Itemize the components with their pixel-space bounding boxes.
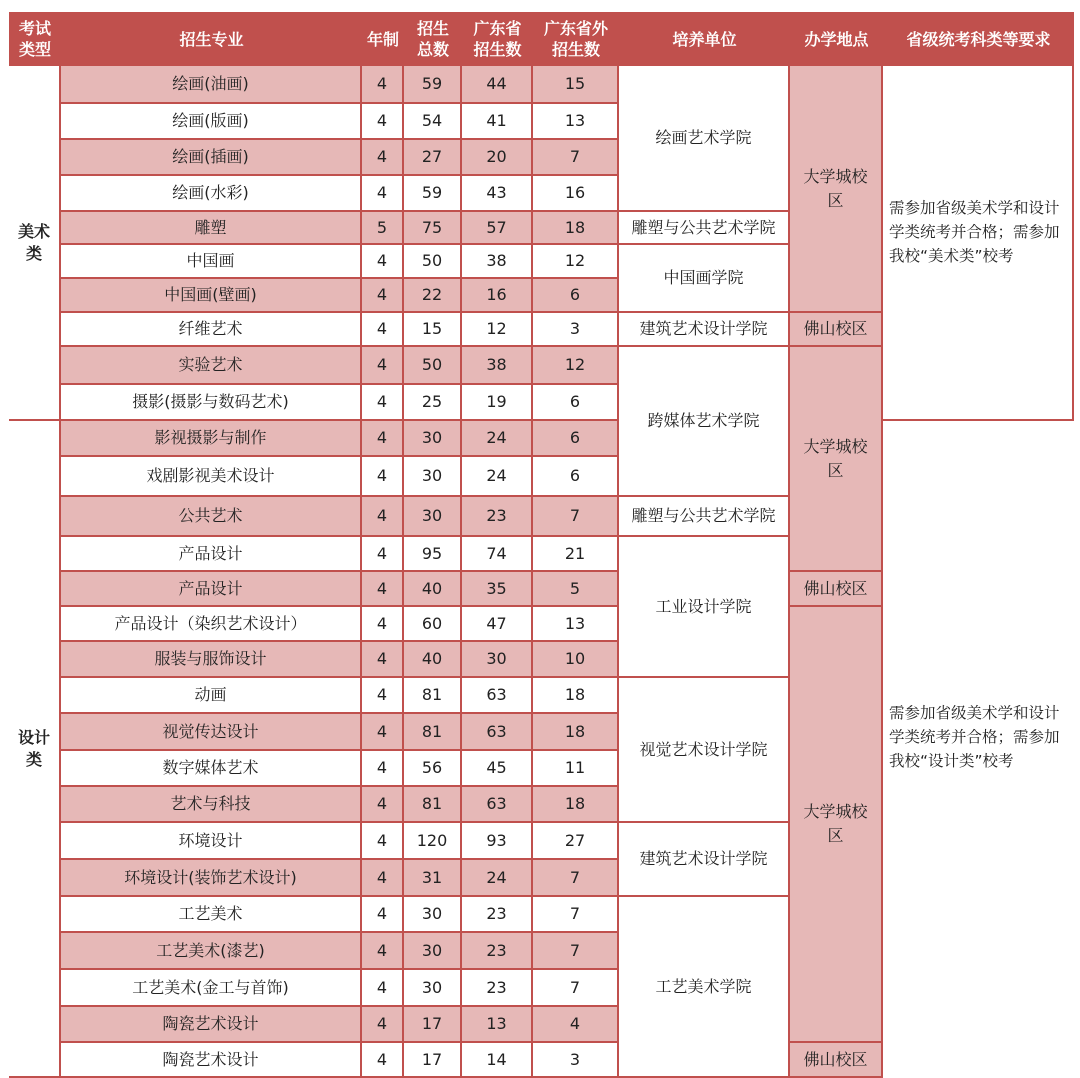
college-cell: 绘画艺术学院 [619, 66, 790, 212]
non-gd-count-cell: 7 [533, 497, 619, 537]
years-cell: 4 [362, 1007, 404, 1043]
years-cell: 4 [362, 823, 404, 860]
years-cell: 4 [362, 140, 404, 176]
header-requirement: 省级统考科类等要求 [883, 12, 1074, 66]
major-cell: 戏剧影视美术设计 [61, 457, 362, 497]
total-cell: 50 [404, 347, 462, 385]
years-cell: 4 [362, 751, 404, 787]
major-cell: 环境设计(装饰艺术设计) [61, 860, 362, 897]
years-cell: 4 [362, 279, 404, 313]
requirement-note-fine-art: 需参加省级美术学和设计学类统考并合格；需参加我校“美术类”校考 [883, 66, 1074, 421]
non-gd-count-cell: 10 [533, 642, 619, 678]
major-cell: 陶瓷艺术设计 [61, 1007, 362, 1043]
non-gd-count-cell: 27 [533, 823, 619, 860]
gd-count-cell: 24 [462, 421, 533, 457]
major-cell: 实验艺术 [61, 347, 362, 385]
years-cell: 4 [362, 714, 404, 751]
total-cell: 59 [404, 176, 462, 212]
gd-count-cell: 35 [462, 572, 533, 607]
major-cell: 产品设计 [61, 537, 362, 572]
college-cell: 工业设计学院 [619, 537, 790, 678]
major-cell: 绘画(油画) [61, 66, 362, 104]
non-gd-count-cell: 3 [533, 1043, 619, 1078]
years-cell: 4 [362, 1043, 404, 1078]
total-cell: 95 [404, 537, 462, 572]
years-cell: 4 [362, 385, 404, 421]
total-cell: 30 [404, 457, 462, 497]
category-cell-design: 设计 类 [9, 421, 61, 1078]
major-cell: 视觉传达设计 [61, 714, 362, 751]
major-cell: 公共艺术 [61, 497, 362, 537]
major-cell: 数字媒体艺术 [61, 751, 362, 787]
total-cell: 31 [404, 860, 462, 897]
non-gd-count-cell: 13 [533, 607, 619, 642]
college-cell: 视觉艺术设计学院 [619, 678, 790, 823]
gd-count-cell: 23 [462, 497, 533, 537]
campus-cell: 大学城校 区 [790, 66, 883, 313]
total-cell: 25 [404, 385, 462, 421]
years-cell: 4 [362, 313, 404, 347]
requirement-note-design: 需参加省级美术学和设计学类统考并合格；需参加我校“设计类”校考 [883, 421, 1074, 1078]
total-cell: 22 [404, 279, 462, 313]
header-campus: 办学地点 [790, 12, 883, 66]
gd-count-cell: 41 [462, 104, 533, 140]
non-gd-count-cell: 6 [533, 457, 619, 497]
header-years: 年制 [362, 12, 404, 66]
non-gd-count-cell: 18 [533, 714, 619, 751]
total-cell: 40 [404, 642, 462, 678]
college-cell: 建筑艺术设计学院 [619, 823, 790, 897]
non-gd-count-cell: 15 [533, 66, 619, 104]
major-cell: 工艺美术(漆艺) [61, 933, 362, 970]
gd-count-cell: 23 [462, 933, 533, 970]
years-cell: 4 [362, 104, 404, 140]
non-gd-count-cell: 6 [533, 385, 619, 421]
years-cell: 4 [362, 176, 404, 212]
total-cell: 59 [404, 66, 462, 104]
total-cell: 120 [404, 823, 462, 860]
years-cell: 4 [362, 66, 404, 104]
non-gd-count-cell: 4 [533, 1007, 619, 1043]
gd-count-cell: 20 [462, 140, 533, 176]
header-gd: 广东省 招生数 [462, 12, 533, 66]
gd-count-cell: 19 [462, 385, 533, 421]
major-cell: 服装与服饰设计 [61, 642, 362, 678]
gd-count-cell: 45 [462, 751, 533, 787]
gd-count-cell: 43 [462, 176, 533, 212]
campus-cell: 大学城校 区 [790, 347, 883, 572]
gd-count-cell: 93 [462, 823, 533, 860]
years-cell: 4 [362, 572, 404, 607]
header-non-gd: 广东省外 招生数 [533, 12, 619, 66]
total-cell: 54 [404, 104, 462, 140]
years-cell: 4 [362, 642, 404, 678]
total-cell: 60 [404, 607, 462, 642]
gd-count-cell: 24 [462, 860, 533, 897]
non-gd-count-cell: 7 [533, 860, 619, 897]
college-cell: 建筑艺术设计学院 [619, 313, 790, 347]
total-cell: 81 [404, 678, 462, 714]
major-cell: 绘画(水彩) [61, 176, 362, 212]
major-cell: 影视摄影与制作 [61, 421, 362, 457]
gd-count-cell: 38 [462, 245, 533, 279]
non-gd-count-cell: 5 [533, 572, 619, 607]
total-cell: 17 [404, 1043, 462, 1078]
total-cell: 30 [404, 421, 462, 457]
major-cell: 工艺美术 [61, 897, 362, 933]
non-gd-count-cell: 7 [533, 970, 619, 1007]
years-cell: 4 [362, 607, 404, 642]
total-cell: 75 [404, 212, 462, 245]
gd-count-cell: 30 [462, 642, 533, 678]
total-cell: 40 [404, 572, 462, 607]
campus-cell: 佛山校区 [790, 1043, 883, 1078]
header-major: 招生专业 [61, 12, 362, 66]
gd-count-cell: 12 [462, 313, 533, 347]
major-cell: 摄影(摄影与数码艺术) [61, 385, 362, 421]
non-gd-count-cell: 13 [533, 104, 619, 140]
non-gd-count-cell: 7 [533, 933, 619, 970]
major-cell: 雕塑 [61, 212, 362, 245]
campus-cell: 佛山校区 [790, 572, 883, 607]
non-gd-count-cell: 12 [533, 347, 619, 385]
header-total: 招生 总数 [404, 12, 462, 66]
non-gd-count-cell: 3 [533, 313, 619, 347]
header-exam-type: 考试 类型 [9, 12, 61, 66]
major-cell: 中国画(壁画) [61, 279, 362, 313]
college-cell: 跨媒体艺术学院 [619, 347, 790, 497]
major-cell: 绘画(插画) [61, 140, 362, 176]
gd-count-cell: 63 [462, 714, 533, 751]
non-gd-count-cell: 7 [533, 897, 619, 933]
non-gd-count-cell: 18 [533, 787, 619, 823]
major-cell: 环境设计 [61, 823, 362, 860]
non-gd-count-cell: 11 [533, 751, 619, 787]
major-cell: 纤维艺术 [61, 313, 362, 347]
college-cell: 雕塑与公共艺术学院 [619, 497, 790, 537]
non-gd-count-cell: 16 [533, 176, 619, 212]
years-cell: 4 [362, 897, 404, 933]
major-cell: 陶瓷艺术设计 [61, 1043, 362, 1078]
gd-count-cell: 44 [462, 66, 533, 104]
major-cell: 产品设计（染织艺术设计） [61, 607, 362, 642]
gd-count-cell: 47 [462, 607, 533, 642]
years-cell: 4 [362, 678, 404, 714]
years-cell: 4 [362, 457, 404, 497]
years-cell: 4 [362, 787, 404, 823]
non-gd-count-cell: 6 [533, 421, 619, 457]
major-cell: 绘画(版画) [61, 104, 362, 140]
non-gd-count-cell: 12 [533, 245, 619, 279]
total-cell: 30 [404, 970, 462, 1007]
major-cell: 动画 [61, 678, 362, 714]
gd-count-cell: 38 [462, 347, 533, 385]
category-cell-fine-art: 美术 类 [9, 66, 61, 421]
total-cell: 56 [404, 751, 462, 787]
years-cell: 4 [362, 421, 404, 457]
header-college: 培养单位 [619, 12, 790, 66]
major-cell: 中国画 [61, 245, 362, 279]
total-cell: 27 [404, 140, 462, 176]
gd-count-cell: 63 [462, 678, 533, 714]
gd-count-cell: 23 [462, 897, 533, 933]
gd-count-cell: 57 [462, 212, 533, 245]
enrollment-table [9, 12, 1074, 1078]
gd-count-cell: 63 [462, 787, 533, 823]
total-cell: 17 [404, 1007, 462, 1043]
gd-count-cell: 16 [462, 279, 533, 313]
years-cell: 4 [362, 537, 404, 572]
total-cell: 30 [404, 897, 462, 933]
campus-cell: 佛山校区 [790, 313, 883, 347]
total-cell: 15 [404, 313, 462, 347]
major-cell: 工艺美术(金工与首饰) [61, 970, 362, 1007]
major-cell: 产品设计 [61, 572, 362, 607]
total-cell: 81 [404, 787, 462, 823]
years-cell: 4 [362, 245, 404, 279]
years-cell: 4 [362, 860, 404, 897]
college-cell: 中国画学院 [619, 245, 790, 313]
years-cell: 5 [362, 212, 404, 245]
years-cell: 4 [362, 970, 404, 1007]
non-gd-count-cell: 21 [533, 537, 619, 572]
major-cell: 艺术与科技 [61, 787, 362, 823]
years-cell: 4 [362, 933, 404, 970]
total-cell: 30 [404, 933, 462, 970]
total-cell: 81 [404, 714, 462, 751]
gd-count-cell: 13 [462, 1007, 533, 1043]
non-gd-count-cell: 6 [533, 279, 619, 313]
years-cell: 4 [362, 497, 404, 537]
college-cell: 工艺美术学院 [619, 897, 790, 1078]
gd-count-cell: 14 [462, 1043, 533, 1078]
non-gd-count-cell: 18 [533, 212, 619, 245]
gd-count-cell: 74 [462, 537, 533, 572]
gd-count-cell: 23 [462, 970, 533, 1007]
campus-cell: 大学城校 区 [790, 607, 883, 1043]
years-cell: 4 [362, 347, 404, 385]
total-cell: 50 [404, 245, 462, 279]
non-gd-count-cell: 18 [533, 678, 619, 714]
gd-count-cell: 24 [462, 457, 533, 497]
total-cell: 30 [404, 497, 462, 537]
college-cell: 雕塑与公共艺术学院 [619, 212, 790, 245]
non-gd-count-cell: 7 [533, 140, 619, 176]
